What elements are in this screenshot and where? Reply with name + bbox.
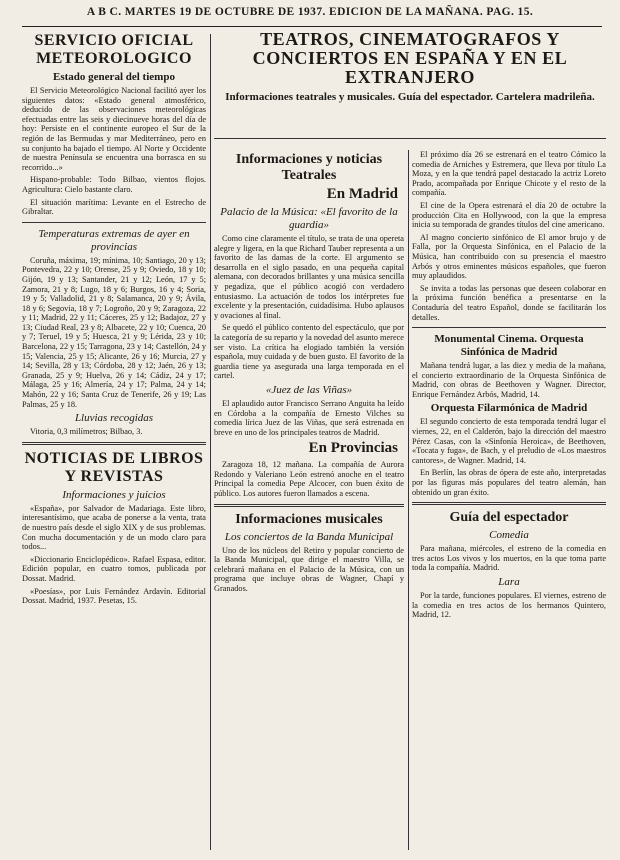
weather-heading: Estado general del tiempo (53, 71, 175, 83)
divider (214, 504, 404, 507)
books-text: «España», por Salvador de Madariaga. Este libro, interesantísimo, que acaba de ponerse a la venta, trata de nuestro país desde el siglo XIX y de sus problemas. Con mucha documentación y de un modo claro para todos... (22, 503, 206, 552)
vinas-heading: «Juez de las Viñas» (265, 383, 353, 396)
provincias-text: Zaragoza 18, 12 mañana. La compañía de Aurora Redondo y Valeriano León estrenó anoche en el teatro Principal la comedia Pepe Alcocer, con buen éxito de público. Los autores fueron llamados a escena. (214, 460, 404, 499)
filarmonica-heading: Orquesta Filarmónica de Madrid (430, 402, 588, 415)
books-heading: Informaciones y juicios (62, 488, 166, 501)
music-heading: Los conciertos de la Banda Municipal (224, 530, 394, 543)
music-title: Informaciones musicales (235, 511, 383, 527)
madrid-heading: En Madrid (326, 186, 398, 202)
header-rule (22, 26, 602, 27)
rain-text: Vitoria, 0,3 milímetros; Bilbao, 3. (30, 427, 143, 437)
weather-text-3: El situación marítima: Levante en el Estrecho de Gibraltar. (22, 197, 206, 217)
temps-heading: Temperaturas extremas de ayer en provincias (38, 227, 190, 253)
column-right (412, 150, 606, 856)
theatre-news-title: Informaciones y noticias Teatrales (235, 152, 383, 183)
comedia-text: Para mañana, miércoles, el estreno de la comedia en tres actos Los vivos y los muertos, en la que toma parte toda la compañía. Madrid. (412, 544, 606, 573)
weather-text: El Servicio Meteorológico Nacional facilitó ayer los siguientes datos: «Estado general atmosférico, deducido de las observaciones meteorológicas efectuadas entre las seis y diecinueve horas del día de hoy: Persiste en el continente europeo el Sur de la región de las Bermudas y mar Mediterráneo, pero en su conjunto ha bajado el tiempo. Al Norte y Occidente de nuestra Península se encuentra una borrasca en su recorrido...» (22, 86, 206, 172)
divider (22, 442, 206, 445)
temps-text: Coruña, máxima, 19; mínima, 10; Santiago, 20 y 13; Pontevedra, 22 y 10; Orense, 25 y 9; Oviedo, 18 y 10; Gijón, 19 y 13; Santander, 21 y 12; León, 17 y 5; Zamora, 21 y 8; Lugo, 18 y 6; Burgos, 16 y 4; Soria, 19 y 5; Valladolid, 21 y 8; Salamanca, 20 y 9; Ávila, 18 y 6; Segovia, 18 y 7; Logroño, 20 y 9; Zaragoza, 22 y 11; Madrid, 22 y 11; Cáceres, 25 y 12; Badajoz, 27 y 13; Ciudad Real, 23 y 8; Albacete, 22 y 10; Cuenca, 20 y 7; Teruel, 19 y 5; Huesca, 21 y 9; Lérida, 23 y 10; Barcelona, 22 y 15; Tarragona, 23 y 14; Castellón, 24 y 15; Valencia, 25 y 15; Alicante, 26 y 16; Murcia, 27 y 14; Sevilla, 28 y 13; Córdoba, 28 y 12; Jaén, 26 y 13; Granada, 25 y 9; Huelva, 26 y 14; Cádiz, 24 y 17; Málaga, 25 y 16; Almería, 24 y 17; Palma, 24 y 14; Mahón, 22 y 16; Santa Cruz de Tenerife, 26 y 19; Las Palmas, 25 y 18. (22, 255, 206, 409)
divider (412, 502, 606, 505)
vinas-text: El aplaudido autor Francisco Serrano Anguita ha leído en Córdoba a la compañía de Ernesto Vilches su comedia lírica Juez de las Viñas, que será estrenada en breve en uno de los principales teatros de Madrid. (214, 398, 404, 437)
palacio-text: Como cine claramente el título, se trata de una opereta alegre y ligera, en la que Richard Tauber representa a un favorito de las damas de la corte. El argumento se desarrolla en el siglo pasado, en una pequeña capital alemana, con decorados brillantes y una música sencilla y pegadiza, que el público acogió con verdadero entusiasmo. La actuación de todos los intérpretes fue excelente y la presentación, cuidadísima. Hubo aplausos y ovaciones al final. (214, 234, 404, 320)
palacio-heading: Palacio de la Música: «El favorito de la guardia» (220, 206, 398, 231)
lara-heading: Lara (498, 576, 520, 588)
divider (214, 138, 606, 139)
books-title: NOTICIAS DE LIBROS Y REVISTAS (24, 449, 204, 485)
col3-text-2: El cine de la Opera estrenará el día 20 de octubre la producción Cita en Hollywood, con la que la empresa inicia su temporada de grandes títulos del cine americano. (412, 200, 606, 230)
theatre-main-title: TEATROS, CINEMATOGRAFOS Y CONCIERTOS EN ESPAÑA Y EN EL EXTRANJERO (252, 30, 568, 87)
music-text: Uno de los núcleos del Retiro y popular concierto de la Banda Municipal, que dirige el maestro Villa, se celebrará mañana en el Palacio de la Música, con un programa que incluye obras de Wagner, Chapí y Granados. (214, 545, 404, 594)
monumental-text: Mañana tendrá lugar, a las diez y media de la mañana, el concierto extraordinario de la Orquesta Sinfónica de Madrid, con obras de Beethoven y Wagner. Director, Enrique Fernández Arbós, Madrid, 14. (412, 361, 606, 399)
weather-text-2: Hispano-probable: Todo Bilbao, vientos flojos. Agricultura: Cielo bastante claro. (22, 175, 206, 194)
lara-text: Por la tarde, funciones populares. El viernes, estreno de la comedia en tres actos de los hermanos Quintero, Madrid, 12. (412, 591, 606, 620)
books-text-2: «Diccionario Enciclopédico». Rafael Espasa, editor. Edición popular, en cuatro tomos, publicada por Dossat. Madrid. (22, 554, 206, 583)
rain-heading: Lluvias recogidas (74, 412, 154, 425)
divider (22, 222, 206, 223)
column-right-area (214, 30, 606, 856)
col3-text-3: Al magno concierto sinfónico de El amor brujo y de Falla, por la Orquesta Sinfónica, en el Palacio de la Música, han contribuido con su presencia el maestro Arbós y otros eminentes músicos españoles, que fueron muy aplaudidos. (412, 232, 606, 281)
books-text-3: «Poesías», por Luis Fernández Ardavín. Editorial Dossat. Madrid, 1937. Pesetas, 15. (22, 586, 206, 606)
filarmonica-text: El segundo concierto de esta temporada tendrá lugar el viernes, 22, en el Calderón, bajo la dirección del maestro Pérez Casas, con la «Sinfonía Heroica», de Beethoven, «Tocata y fuga», de Bach, y el preludio de «Los maestros cantores», de Wagner. Madrid, 14. (412, 417, 606, 465)
col3-text-5: En Berlín, las obras de ópera de este año, interpretadas por las figuras más populares del teatro alemán, han obtenido un gran éxito. (412, 468, 606, 497)
comedia-heading: Comedia (489, 529, 529, 542)
divider (412, 327, 606, 328)
col3-text-1: El próximo día 26 se estrenará en el teatro Cómico la comedia de Arniches y Estremera, que lleva por título La Moza, y en la que tendrá papel destacado la actriz Loreto Prado, acompañada por Enrique Chicote y el resto de la compañía. (412, 150, 606, 198)
palacio-text-2: Se quedó el público contento del espectáculo, que por la categoría de su reparto y la novedad del asunto merece ser visto. La crítica ha elogiado también la versión española, muy cuidada y de buen gusto. El favorito de la guardia tiene ya asegurada una larga temporada en el cartel. (214, 323, 404, 381)
col3-text-4: Se invita a todas las personas que deseen colaborar en la próxima función benéfica a presentarse en la Contaduría del teatro Español, donde se facilitarán los detalles. (412, 283, 606, 322)
meteo-title: SERVICIO OFICIAL METEOROLOGICO (34, 32, 194, 67)
theatre-subtitle: Informaciones teatrales y musicales. Guía del espectador. Cartelera madrileña. (225, 91, 595, 103)
column-left (22, 30, 206, 856)
guide-title: Guía del espectador (449, 510, 569, 526)
column-divider-1 (210, 34, 211, 850)
page-header: A B C. MARTES 19 DE OCTUBRE DE 1937. EDICION DE LA MAÑANA. PAG. 15. (86, 6, 534, 18)
monumental-heading: Monumental Cinema. Orquesta Sinfónica de Madrid (434, 333, 584, 359)
provincias-heading: En Provincias (308, 440, 398, 457)
column-middle (214, 150, 404, 856)
